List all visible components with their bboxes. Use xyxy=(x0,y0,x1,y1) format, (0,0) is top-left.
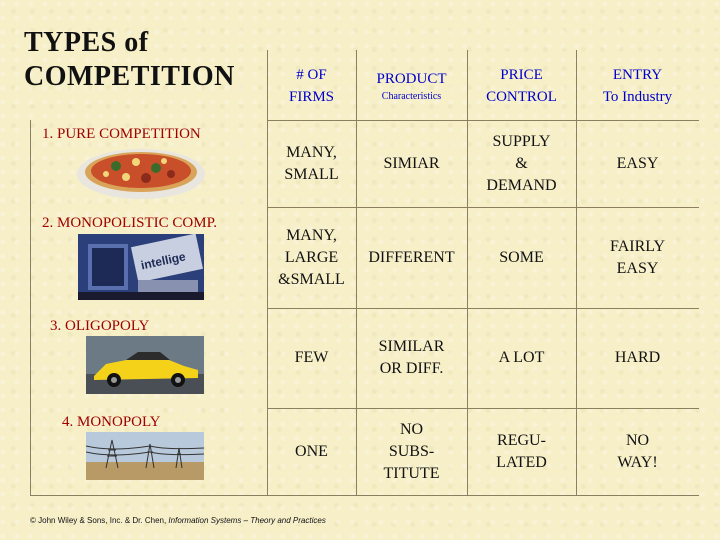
table-cell: MANY, LARGE &SMALL xyxy=(278,226,345,288)
header-product: PRODUCT Characteristics xyxy=(376,71,447,102)
header-price-control: PRICE CONTROL xyxy=(486,67,557,105)
table-cell: FEW xyxy=(294,349,329,366)
row-label-oligopoly: 3. OLIGOPOLY xyxy=(50,318,150,334)
table-cell: HARD xyxy=(614,349,661,366)
title-line-1: TYPES of xyxy=(24,27,149,58)
row-label-monopoly: 4. MONOPOLY xyxy=(62,414,161,430)
pizza-image xyxy=(76,144,206,200)
table-cell: NO WAY! xyxy=(617,431,658,471)
computer-chips-image xyxy=(78,234,204,300)
table-cell: REGU- LATED xyxy=(496,431,547,471)
table-cell: SIMIAR xyxy=(383,154,440,172)
table-cell: DIFFERENT xyxy=(368,248,455,266)
header-entry: ENTRY To Industry xyxy=(602,67,673,105)
table-cell: SUPPLY & DEMAND xyxy=(486,132,557,194)
row-label-monopolistic: 2. MONOPOLISTIC COMP. xyxy=(42,215,218,231)
footer-text: John Wiley & Sons, Inc. & Dr. Chen, xyxy=(38,516,169,525)
sports-car-image xyxy=(86,336,204,394)
header-num-firms: # OF FIRMS xyxy=(288,67,335,105)
copyright-symbol: © xyxy=(30,516,36,525)
table-cell: EASY xyxy=(616,154,659,172)
table-cell: SOME xyxy=(499,248,544,266)
row-label-pure-competition: 1. PURE COMPETITION xyxy=(42,126,201,142)
table-cell: NO SUBS- TITUTE xyxy=(383,420,440,482)
table-cell: ONE xyxy=(295,442,328,460)
page-title xyxy=(24,26,274,94)
power-lines-image xyxy=(86,432,204,480)
table-cell: SIMILAR OR DIFF. xyxy=(378,338,445,377)
footer-italic-text: Information Systems – Theory and Practices xyxy=(168,516,326,525)
table-cell: A LOT xyxy=(498,349,545,366)
title-line-2: COMPETITION xyxy=(24,61,235,92)
table-cell: MANY, SMALL xyxy=(284,143,339,183)
footer-credit xyxy=(30,516,326,525)
svg-text:intellige: intellige xyxy=(139,249,187,273)
table-cell: FAIRLY EASY xyxy=(610,237,665,277)
